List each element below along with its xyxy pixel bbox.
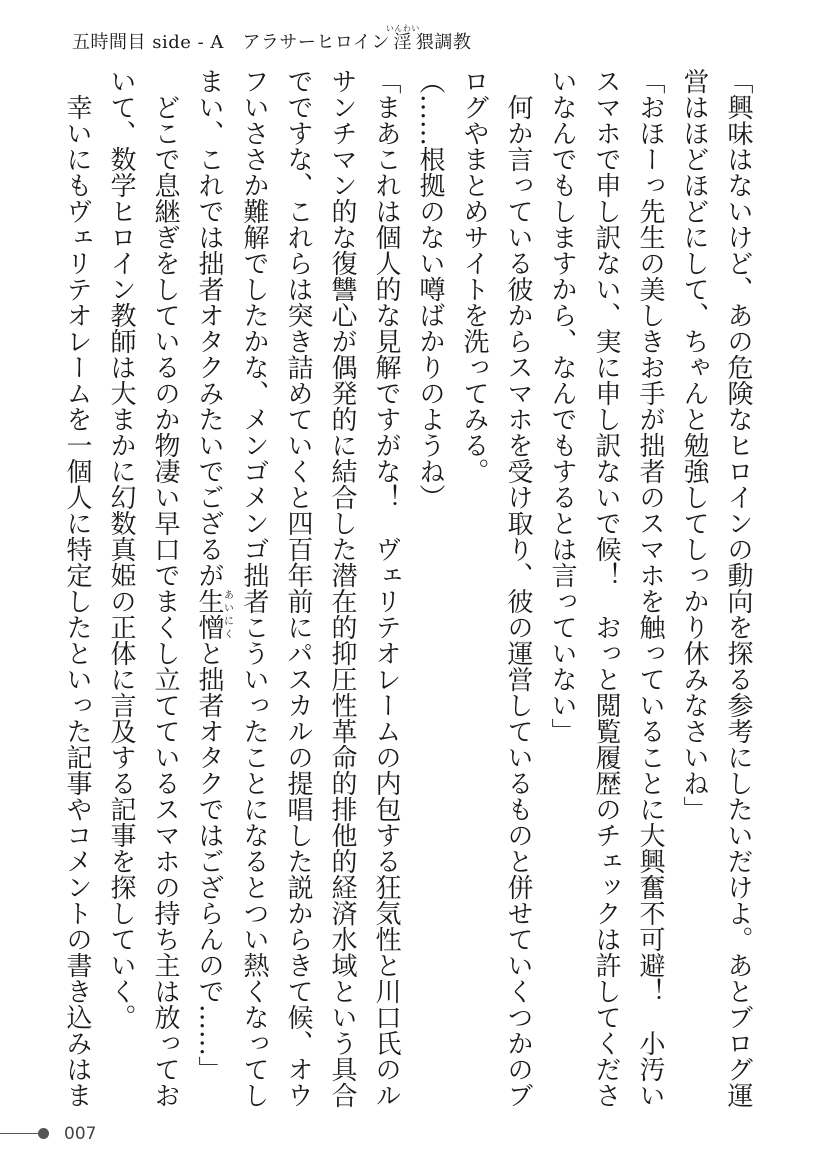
page-number: 007 <box>64 1124 97 1144</box>
text-line: どこで息継ぎをしているのか物凄い早口でまくし立てているスマホの持ち主は放ってお <box>150 94 180 1108</box>
text-line: 「まあこれは個人的な見解ですがな！ ヴェリテオレームの内包する狂気性と川口氏のル <box>371 68 401 1108</box>
text-line: 何か言っている彼からスマホを受け取り、彼の運営しているものと併せていくつかのブ <box>503 94 533 1108</box>
ruby-reading: いんわい <box>385 24 420 33</box>
text-line: スマホで申し訳ない、実に申し訳ないで候！ おっと閲覧履歴のチェックは許してくださ <box>591 68 621 1108</box>
vertical-body-text <box>56 68 760 1118</box>
text-line: サンチマン的な復讐心が偶発的に結合した潜在的抑圧性革命的排他的経済水域という具合 <box>327 68 357 1108</box>
header-ruby <box>385 24 420 53</box>
text-line: 営はほどほどにして、ちゃんと勉強してしっかり休みなさいね」 <box>679 68 709 822</box>
ruby-base: 生憎 <box>194 588 224 640</box>
text-line: 幸いにもヴェリテオレームを一個人に特定したといった記事やコメントの書き込みはま <box>62 94 92 1108</box>
text-line: 「興味はないけど、あの危険なヒロインの動向を探る参考にしたいだけよ。あとブログ運 <box>723 68 753 1108</box>
text-segment: と拙者オタクではござらんので……」 <box>194 640 224 1082</box>
ruby-base: 淫 <box>385 32 420 53</box>
text-line: ログやまとめサイトを洗ってみる。 <box>459 68 489 484</box>
text-line: フいささか難解でしたかな、メンゴメンゴ拙者こういったことになるとつい熱くなってし <box>239 68 269 1108</box>
text-line: いて、数学ヒロイン教師は大まかに幻数真姫の正体に言及する記事を探していく。 <box>106 68 136 1030</box>
text-line: でですな、これらは突き詰めていくと四百年前にパスカルの提唱した説からきて候、オウ <box>283 68 313 1108</box>
footer-rule <box>0 1133 40 1134</box>
header-title-end: 猥調教 <box>415 32 472 53</box>
header-title: 五時間目 side - A アラサーヒロイン <box>72 32 390 53</box>
footer-dot-icon <box>38 1128 49 1139</box>
running-header <box>72 24 471 54</box>
ruby-reading: あいにく <box>221 588 233 640</box>
text-segment: まい、これでは拙者オタクみたいでござるが <box>194 68 224 588</box>
text-line: （……根拠のない噂ばかりのようね） <box>415 68 445 510</box>
ruby-annotation <box>194 588 233 640</box>
text-line: 「おほーっ先生の美しきお手が拙者のスマホを触っていることに大興奮不可避！ 小汚い <box>635 68 665 1108</box>
text-line: いなんでもしますから、なんでもするとは言っていない」 <box>547 68 577 744</box>
text-line-with-ruby <box>187 68 232 1118</box>
